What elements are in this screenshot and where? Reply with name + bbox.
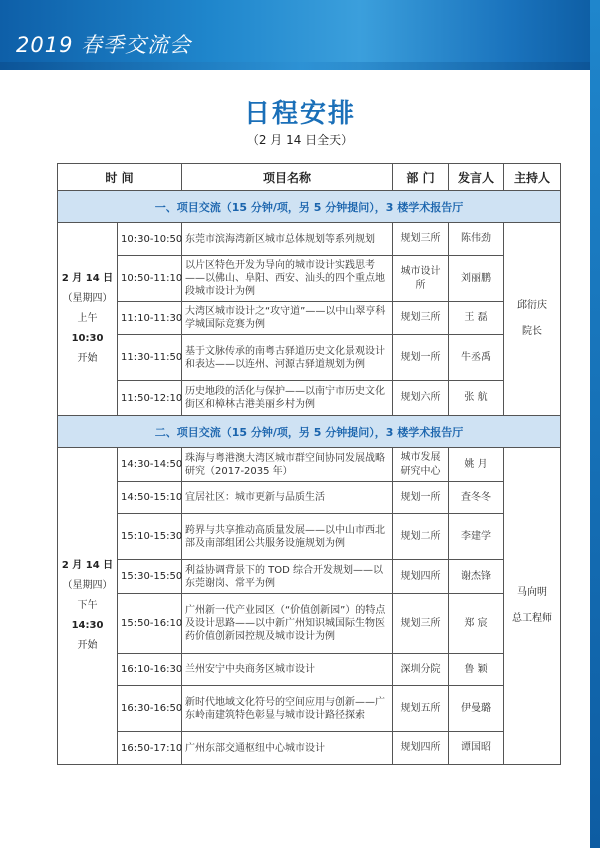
section-title: 一、项目交流（15 分钟/项，另 5 分钟提问），3 楼学术报告厅 — [58, 191, 561, 223]
table-row — [58, 732, 561, 765]
topic-cell: 东莞市滨海湾新区城市总体规划等系列规划 — [182, 223, 393, 256]
speaker-cell: 谭国昭 — [449, 732, 504, 765]
session-start-prefix: 下午 — [77, 600, 98, 611]
dept-cell: 规划三所 — [393, 594, 449, 654]
dept-cell: 规划五所 — [393, 686, 449, 732]
time-slot: 11:50-12:10 — [118, 381, 182, 416]
session-start-time: 10:30 — [71, 333, 104, 344]
session-date: 2 月 14 日 — [61, 560, 114, 571]
session-start-prefix: 上午 — [77, 313, 98, 324]
header-band — [0, 0, 600, 70]
topic-cell: 历史地段的活化与保护——以南宁市历史文化街区和樟林古港美丽乡村为例 — [182, 381, 393, 416]
topic-cell: 跨界与共享推动高质量发展——以中山市西北部及南部组团公共服务设施规划为例 — [182, 514, 393, 560]
col-header-time: 时 间 — [58, 164, 182, 191]
speaker-cell: 鲁 颖 — [449, 654, 504, 686]
col-header-dept: 部 门 — [393, 164, 449, 191]
dept-cell: 规划二所 — [393, 514, 449, 560]
section-title: 二、项目交流（15 分钟/项，另 5 分钟提问），3 楼学术报告厅 — [58, 416, 561, 448]
time-slot: 15:30-15:50 — [118, 560, 182, 594]
session-date: 2 月 14 日 — [61, 273, 114, 284]
dept-cell: 规划三所 — [393, 223, 449, 256]
topic-cell: 利益协调背景下的 TOD 综合开发规划——以东莞谢岗、常平为例 — [182, 560, 393, 594]
topic-cell: 广州新一代产业园区（“价值创新园”）的特点及设计思路——以中新广州知识城国际生物医药价值创新园控规及城市设计为例 — [182, 594, 393, 654]
topic-cell: 兰州安宁中央商务区城市设计 — [182, 654, 393, 686]
page-date: （2 月 14 日全天） — [246, 133, 354, 147]
col-header-speaker: 发言人 — [449, 164, 504, 191]
session-start-suffix: 开始 — [77, 640, 98, 651]
time-slot: 16:50-17:10 — [118, 732, 182, 765]
dept-cell: 规划一所 — [393, 335, 449, 381]
table-row — [58, 335, 561, 381]
session-start-time: 14:30 — [71, 620, 104, 631]
table-row — [58, 514, 561, 560]
session-time-cell — [58, 448, 118, 765]
speaker-cell: 王 磊 — [449, 302, 504, 335]
speaker-cell: 陈伟劲 — [449, 223, 504, 256]
host-title: 总工程师 — [512, 613, 552, 624]
host-cell — [504, 448, 561, 765]
session-weekday: （星期四） — [62, 293, 113, 304]
time-slot: 16:10-16:30 — [118, 654, 182, 686]
col-header-topic: 项目名称 — [182, 164, 393, 191]
table-header-row — [58, 164, 561, 191]
time-slot: 15:10-15:30 — [118, 514, 182, 560]
topic-cell: 大湾区城市设计之“攻守道”——以中山翠亨科学城国际竞赛为例 — [182, 302, 393, 335]
table-row — [58, 302, 561, 335]
table-row — [58, 223, 561, 256]
speaker-cell: 姚 月 — [449, 448, 504, 482]
host-name: 邱衍庆 — [517, 300, 547, 311]
topic-cell: 以片区特色开发为导向的城市设计实践思考——以佛山、阜阳、西安、汕头的四个重点地段城市设计为例 — [182, 256, 393, 302]
table-row — [58, 482, 561, 514]
session-start-suffix: 开始 — [77, 353, 98, 364]
host-cell — [504, 223, 561, 416]
table-row — [58, 448, 561, 482]
dept-cell: 规划一所 — [393, 482, 449, 514]
time-slot: 10:30-10:50 — [118, 223, 182, 256]
section-row — [58, 416, 561, 448]
topic-cell: 珠海与粤港澳大湾区城市群空间协同发展战略研究（2017-2035 年） — [182, 448, 393, 482]
table-row — [58, 654, 561, 686]
speaker-cell: 伊曼璐 — [449, 686, 504, 732]
topic-cell: 宜居社区：城市更新与品质生活 — [182, 482, 393, 514]
topic-cell: 新时代地域文化符号的空间应用与创新——广东岭南建筑特色彰显与城市设计路径探索 — [182, 686, 393, 732]
time-slot: 11:10-11:30 — [118, 302, 182, 335]
table-row — [58, 686, 561, 732]
topic-cell: 广州东部交通枢纽中心城市设计 — [182, 732, 393, 765]
dept-cell: 规划四所 — [393, 560, 449, 594]
table-row — [58, 594, 561, 654]
speaker-cell: 査冬冬 — [449, 482, 504, 514]
dept-cell: 城市设计所 — [393, 256, 449, 302]
host-name: 马向明 — [517, 587, 547, 598]
speaker-cell: 刘丽鹏 — [449, 256, 504, 302]
session-weekday: （星期四） — [62, 580, 113, 591]
time-slot: 14:50-15:10 — [118, 482, 182, 514]
table-row — [58, 256, 561, 302]
time-slot: 16:30-16:50 — [118, 686, 182, 732]
section-row — [58, 191, 561, 223]
page-title: 日程安排 — [243, 99, 356, 129]
time-slot: 10:50-11:10 — [118, 256, 182, 302]
time-slot: 14:30-14:50 — [118, 448, 182, 482]
topic-cell: 基于文脉传承的南粤古驿道历史文化景观设计和表达——以连州、河源古驿道规划为例 — [182, 335, 393, 381]
speaker-cell: 郑 宸 — [449, 594, 504, 654]
host-title: 院长 — [522, 326, 542, 337]
schedule-table — [57, 163, 561, 765]
speaker-cell: 牛丞禹 — [449, 335, 504, 381]
time-slot: 15:50-16:10 — [118, 594, 182, 654]
dept-cell: 规划四所 — [393, 732, 449, 765]
dept-cell: 规划三所 — [393, 302, 449, 335]
dept-cell: 深圳分院 — [393, 654, 449, 686]
time-slot: 11:30-11:50 — [118, 335, 182, 381]
speaker-cell: 张 航 — [449, 381, 504, 416]
table-row — [58, 381, 561, 416]
table-row — [58, 560, 561, 594]
dept-cell: 规划六所 — [393, 381, 449, 416]
speaker-cell: 谢杰锋 — [449, 560, 504, 594]
dept-cell: 城市发展研究中心 — [393, 448, 449, 482]
speaker-cell: 李建学 — [449, 514, 504, 560]
session-time-cell — [58, 223, 118, 416]
brand-title: 2019 春季交流会 — [16, 33, 192, 57]
col-header-host: 主持人 — [504, 164, 561, 191]
